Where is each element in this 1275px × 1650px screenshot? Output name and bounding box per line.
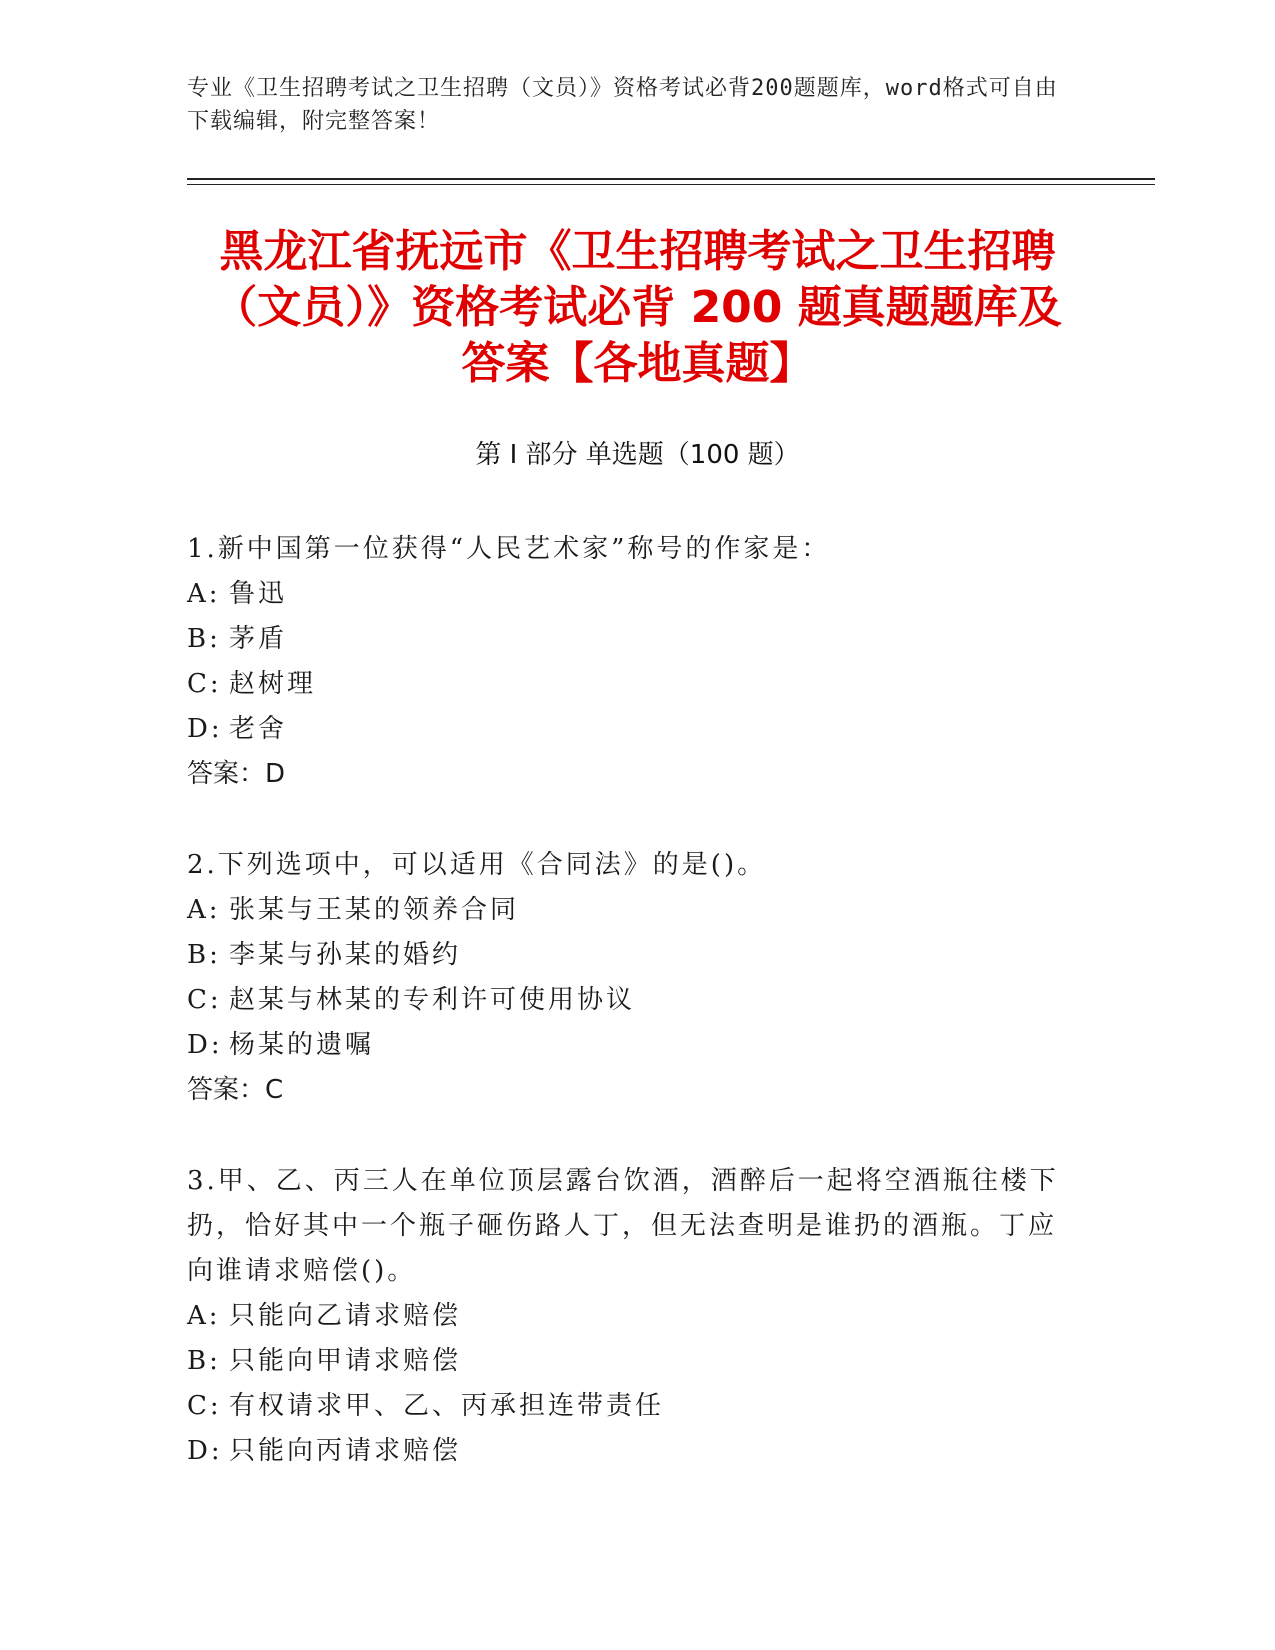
option-letter: D:: [187, 1030, 223, 1060]
section-heading: 第 I 部分 单选题（100 题）: [475, 440, 800, 470]
header-note: 专业《卫生招聘考试之卫生招聘（文员）》资格考试必背200题题库，word格式可自由下载编辑，附完整答案！: [187, 76, 1058, 134]
option-text: 张某与王某的领养合同: [229, 895, 520, 925]
option-text: 李某与孙某的婚约: [229, 940, 462, 970]
option-letter: B:: [187, 940, 221, 970]
option-letter: C:: [187, 1391, 222, 1421]
header-rule-thick: [187, 178, 1155, 180]
option-d: [187, 707, 1067, 752]
option-text: 只能向乙请求赔偿: [229, 1301, 462, 1331]
document-title: [150, 224, 1125, 392]
option-text: 老舍: [229, 714, 288, 744]
option-text: 茅盾: [229, 624, 288, 654]
option-letter: C:: [187, 985, 222, 1015]
question-text: 1.新中国第一位获得“人民艺术家”称号的作家是：: [187, 534, 831, 564]
option-letter: B:: [187, 1346, 221, 1376]
question-text: 3.甲、乙、丙三人在单位顶层露台饮酒，酒醉后一起将空酒瓶往楼下扔，恰好其中一个瓶子砸伤路人丁，但无法查明是谁扔的酒瓶。丁应向谁请求赔偿()。: [187, 1166, 1059, 1286]
option-letter: A:: [187, 579, 221, 609]
option-letter: D:: [187, 1436, 223, 1466]
option-a: [187, 1294, 1067, 1339]
option-d: [187, 1429, 1067, 1474]
question-list: [187, 527, 1067, 1520]
option-text: 只能向甲请求赔偿: [229, 1346, 462, 1376]
title-line: 黑龙江省抚远市《卫生招聘考试之卫生招聘: [219, 226, 1056, 277]
option-text: 赵树理: [229, 669, 317, 699]
answer-line: 答案：D: [187, 759, 286, 789]
title-line: （文员）》资格考试必背 200 题真题题库及: [213, 282, 1062, 333]
option-c: [187, 1384, 1067, 1429]
option-letter: A:: [187, 895, 221, 925]
title-line: 答案【各地真题】: [461, 338, 814, 389]
option-b: [187, 933, 1067, 978]
question-item: [187, 527, 1067, 797]
option-text: 鲁迅: [229, 579, 288, 609]
option-d: [187, 1023, 1067, 1068]
option-b: [187, 1339, 1067, 1384]
option-letter: C:: [187, 669, 222, 699]
option-c: [187, 662, 1067, 707]
option-b: [187, 617, 1067, 662]
question-text: 2.下列选项中，可以适用《合同法》的是()。: [187, 850, 767, 880]
option-text: 有权请求甲、乙、丙承担连带责任: [229, 1391, 665, 1421]
question-item: [187, 843, 1067, 1113]
header-rule-thin: [187, 184, 1155, 185]
option-text: 只能向丙请求赔偿: [229, 1436, 462, 1466]
option-a: [187, 888, 1067, 933]
option-letter: A:: [187, 1301, 221, 1331]
option-letter: D:: [187, 714, 223, 744]
option-a: [187, 572, 1067, 617]
question-item: [187, 1159, 1067, 1474]
option-text: 赵某与林某的专利许可使用协议: [229, 985, 636, 1015]
answer-line: 答案：C: [187, 1075, 284, 1105]
option-text: 杨某的遗嘱: [229, 1030, 375, 1060]
option-c: [187, 978, 1067, 1023]
option-letter: B:: [187, 624, 221, 654]
